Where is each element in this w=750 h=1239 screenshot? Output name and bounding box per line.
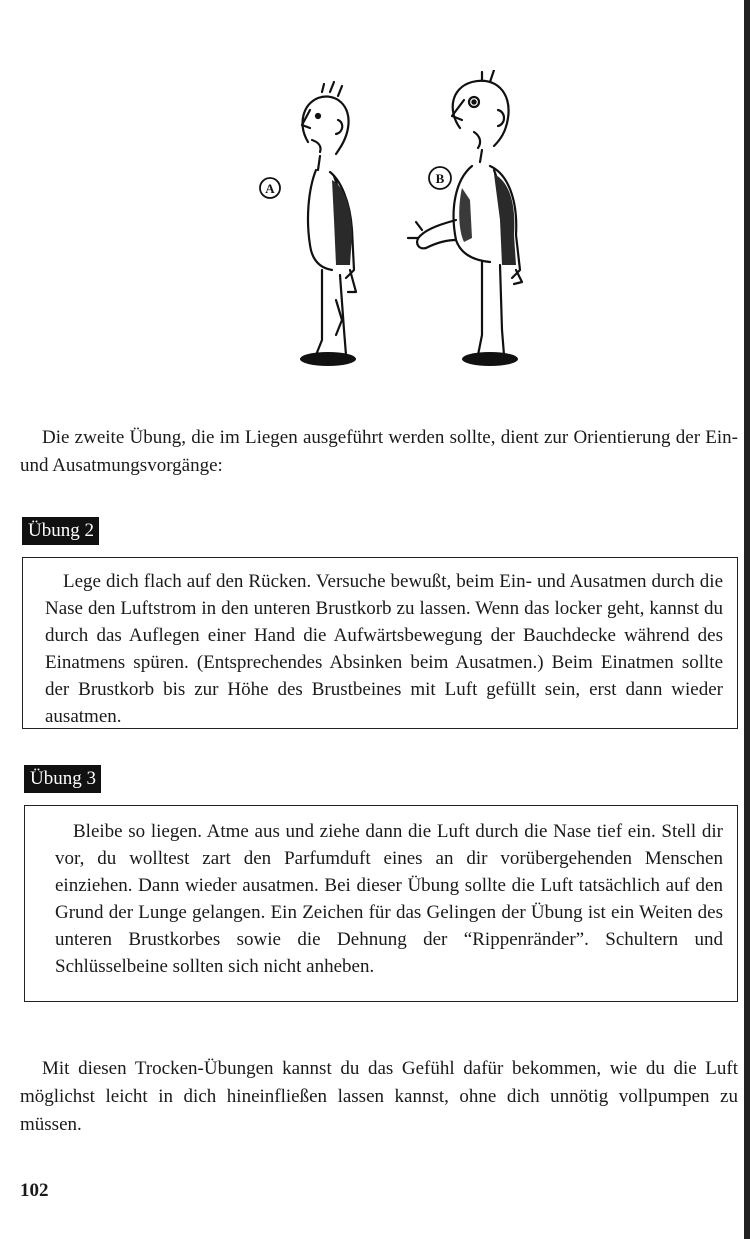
intro-paragraph (20, 424, 738, 480)
posture-illustration (250, 70, 550, 375)
exercise-3-box (24, 805, 738, 1002)
intro-text: Die zweite Übung, die im Liegen ausgeführt werden sollte, dient zur Orientierung der Ein-und Ausatmungsvorgänge: (20, 427, 738, 476)
exercise-3-label: Übung 3 (24, 765, 101, 793)
outro-text: Mit diesen Trocken-Übungen kannst du das Gefühl dafür bekommen, wie du die Luft möglichst leicht in dich hineinfließen lassen kannst, ohne dich unnötig vollpumpen zu müssen. (20, 1058, 738, 1135)
page-number: 102 (20, 1180, 49, 1201)
figure-b-label: B (435, 171, 445, 186)
page-edge-shadow (744, 0, 750, 1239)
exercise-3-text: Bleibe so liegen. Atme aus und ziehe dann die Luft durch die Nase tief ein. Stell dir vor, du wolltest zart den Parfumduft eines an dir vorübergehenden Menschen einziehen. Dann wieder ausatmen. Bei dieser Übung sollte die Luft tatsächlich auf den Grund der Lunge gelangen. Ein Zeichen für das Gelingen der Übung ist ein Weiten des unteren Brustkorbes sowie die Dehnung der “Rippenränder”. Schultern und Schlüsselbeine sollten sich nicht anheben. (55, 821, 723, 977)
figure-a-label: A (265, 181, 275, 196)
outro-paragraph (20, 1055, 738, 1139)
exercise-2-box (22, 557, 738, 729)
exercise-2-label: Übung 2 (22, 517, 99, 545)
exercise-2-text: Lege dich flach auf den Rücken. Versuche bewußt, beim Ein- und Ausatmen durch die Nase den Luftstrom in den unteren Brustkorb zu lassen. Wenn das locker geht, kannst du durch das Auflegen einer Hand die Aufwärtsbewegung der Bauchdecke während des Einatmens spüren. (Entsprechendes Absinken beim Ausatmen.) Beim Einatmen sollte der Brustkorb bis zur Höhe des Brustbeines mit Luft gefüllt sein, erst dann wieder ausatmen. (45, 571, 723, 727)
